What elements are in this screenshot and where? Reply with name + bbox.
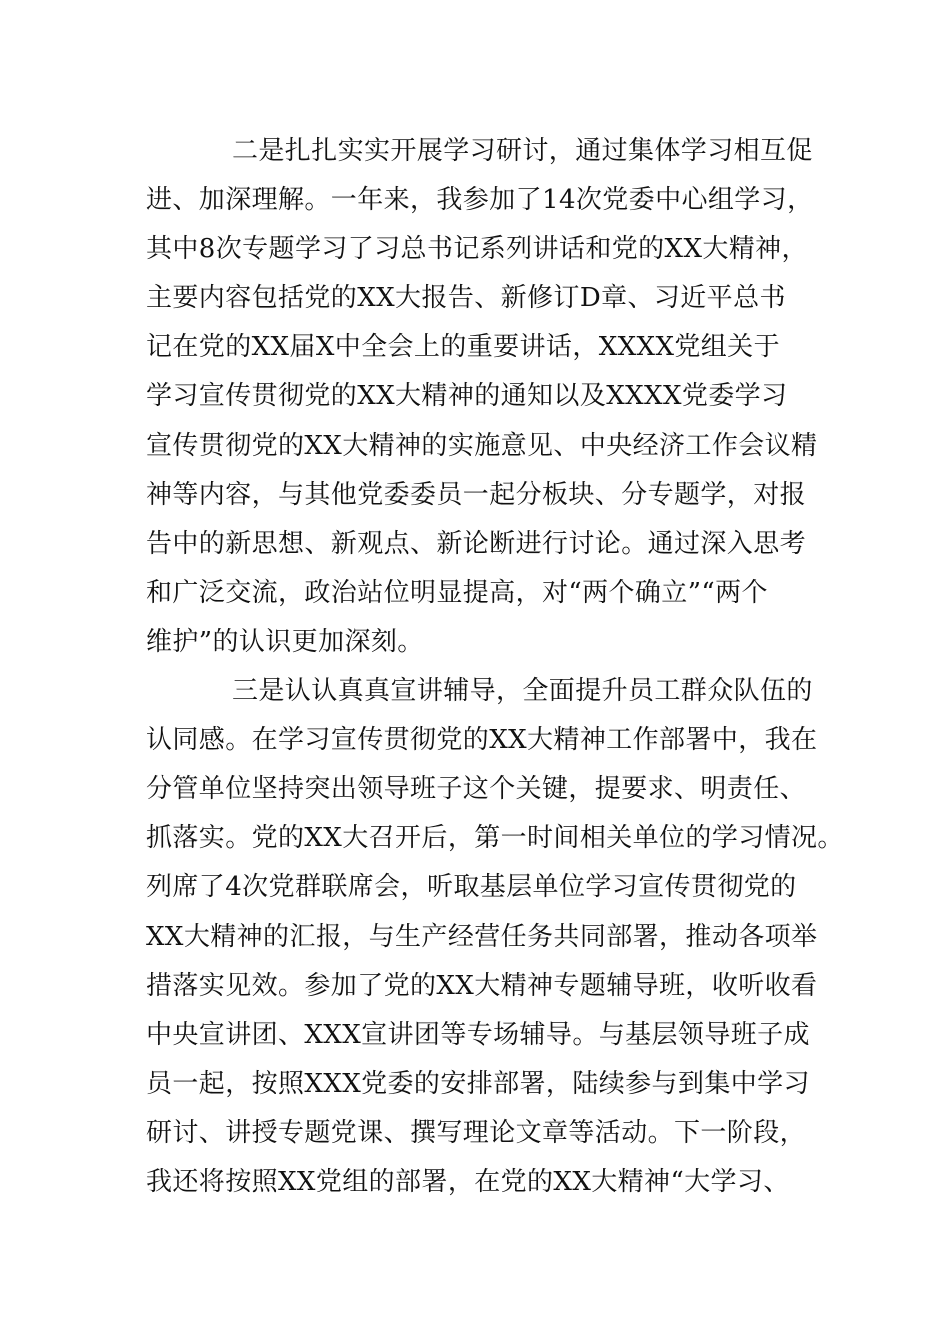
paragraph-1-line: 进、加深理解。一年来，我参加了14次党委中心组学习，	[146, 185, 814, 216]
paragraph-1-line: 二是扎扎实实开展学习研讨，通过集体学习相互促	[232, 136, 813, 166]
paragraph-2-line: 员一起，按照XXX党委的安排部署，陆续参与到集中学习	[146, 1068, 810, 1099]
paragraph-1-line: 维护”的认识更加深刻。	[146, 626, 424, 657]
paragraph-1-line: 和广泛交流，政治站位明显提高，对“两个确立”“两个	[146, 577, 768, 608]
paragraph-1-line: 主要内容包括党的XX大报告、新修订D章、习近平总书	[146, 283, 786, 314]
paragraph-2-line: 抓落实。党的XX大召开后，第一时间相关单位的学习情况。	[146, 823, 844, 854]
paragraph-1-line: 记在党的XX届X中全会上的重要讲话，XXXX党组关于	[146, 332, 780, 363]
paragraph-2-line: 我还将按照XX党组的部署，在党的XX大精神“大学习、	[146, 1166, 790, 1197]
paragraph-1-line: 告中的新思想、新观点、新论断进行讨论。通过深入思考	[146, 528, 807, 559]
paragraph-2-line: 分管单位坚持突出领导班子这个关键，提要求、明责任、	[146, 774, 807, 805]
paragraph-1-line: 学习宣传贯彻党的XX大精神的通知以及XXXX党委学习	[146, 381, 788, 412]
paragraph-1-line: 神等内容，与其他党委委员一起分板块、分专题学，对报	[146, 479, 807, 510]
paragraph-2-line: 认同感。在学习宣传贯彻党的XX大精神工作部署中，我在	[146, 725, 818, 756]
paragraph-2-line: 研讨、讲授专题党课、撰写理论文章等活动。下一阶段，	[146, 1117, 807, 1148]
document-body	[146, 127, 844, 1207]
paragraph-1-line: 其中8次专题学习了习总书记系列讲话和党的XX大精神，	[146, 234, 808, 265]
paragraph-2-line: 措落实见效。参加了党的XX大精神专题辅导班，收听收看	[146, 970, 818, 1001]
paragraph-2-line: 三是认认真真宣讲辅导，全面提升员工群众队伍的	[232, 676, 813, 707]
paragraph-2-line: XX大精神的汇报，与生产经营任务共同部署，推动各项举	[146, 921, 818, 952]
paragraph-2-line: 列席了4次党群联席会，听取基层单位学习宣传贯彻党的	[146, 872, 797, 903]
paragraph-1-line: 宣传贯彻党的XX大精神的实施意见、中央经济工作会议精	[146, 430, 818, 461]
paragraph-2-line: 中央宣讲团、XXX宣讲团等专场辅导。与基层领导班子成	[146, 1019, 810, 1050]
